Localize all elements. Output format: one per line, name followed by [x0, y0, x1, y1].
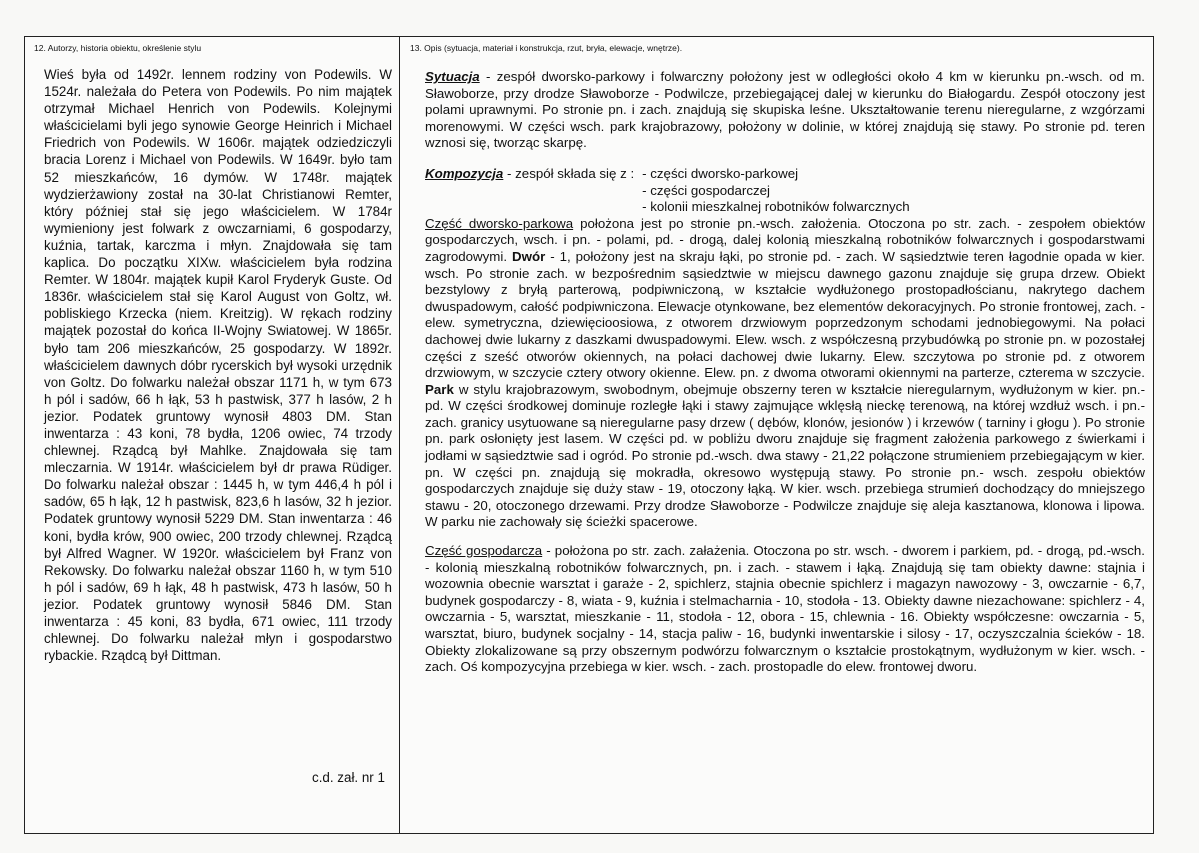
section-13-header: 13. Opis (sytuacja, materiał i konstrukcja, rzut, bryła, elewacje, wnętrze). — [410, 43, 683, 53]
kompozycja-label: Kompozycja — [425, 165, 504, 181]
history-column — [44, 66, 392, 664]
dworsko-text-2: - 1, położony jest na skraju łąki, po stronie pd. - zach. W sąsiedztwie teren łagodnie opada w kier. wsch. Po stronie zach. w bezpośrednim sąsiedztwie w miejscu dawnego gazonu znajduje się grupa drzew. Obiekt bezstylowy z bryłą parterową, podpiwniczoną, w kształcie wydłużonego prostopadłościanu, nakrytego dachem dwuspadowym, całość podpiwniczona. Elewacje otynkowane, bez elementów dekoracyjnych. Po stronie frontowej, zach. - elew. symetryczna, dziewięcioosiowa, z otworem drzwiowym poprzedzonym schodami jednobiegowymi. Na połaci dachowej dwie lukarny z daszkami dwuspadowymi. Elew. wsch. z współczesną przybudówką po stronie pn. w pozostałej części z sześć otworów okiennych, na połaci dachowej dwie lukarny. Elew. szczytowa po stronie pd. z otworem drzwiowym, w szczycie cztery otwory okienne. Elew. pn. z dwoma otworami okiennymi na parterze, czterema w szczycie. — [425, 248, 1145, 381]
continued-note: c.d. zał. nr 1 — [312, 770, 385, 785]
sytuacja-paragraph — [425, 69, 1145, 152]
kompozycja-item: - części dworsko-parkowej — [642, 165, 799, 181]
kompozycja-list — [634, 166, 910, 216]
dworsko-paragraph — [425, 216, 1145, 531]
kompozycja-item: - części gospodarczej — [642, 182, 770, 198]
section-12-header: 12. Autorzy, historia obiektu, określenie stylu — [34, 43, 202, 53]
sytuacja-label: Sytuacja — [425, 69, 480, 84]
gospodarcza-paragraph — [425, 543, 1145, 676]
dworsko-text-3: w stylu krajobrazowym, swobodnym, obejmuje obszerny teren w kształcie nieregularnym, wydłużonym w kier. pn.-pd. W części środkowej dominuje rozległe łąki i stawy zajmujące wklęsłą nieckę terenową, na której wzdłuż wsch. i pn.- zach. granicy usytuowane są nieregularne pasy drzew ( dębów, klonów, jesionów ) i krzewów ( tarniny i głogu ). Po stronie pn. park osłonięty jest lasem. W części pd. w pobliżu dworu znajduje się fragment założenia parkowego z świerkami i jodłami w sąsiedztwie sad i ogród. Po stronie pd.-wsch. dwa stawy - 21,22 połączone strumieniem przebiegającym w kier. pn. W części pn. znajdują się mokradła, okresowo występują stawy. Po stronie pn.- wsch. zespołu obiektów gospodarczych znajduje się duży staw - 19, otoczony łąką. W kier. wsch. przebiega strumień dochodzący do mniejszego stawu - 20, otoczonego drzewami. Przy drodze Sławoborze - Podwilcze znajduje się aleja kasztanowa, klonowa i lipowa. W parku nie zachowały się ścieżki spacerowe. — [425, 381, 1145, 530]
description-column — [425, 69, 1145, 676]
dworsko-label: Część dworsko-parkowa — [425, 215, 574, 231]
dwor-label: Dwór — [512, 248, 546, 264]
kompozycja-item: - kolonii mieszkalnej robotników folwarcznych — [642, 199, 910, 215]
park-label: Park — [425, 381, 454, 397]
dworsko-text-1: położona jest po stronie pn.-wsch. założenia. Otoczona po str. zach. - zespołem obiektów gospodarczych, wsch. i pn. - polami, pd. - drogą, dalej kolonią mieszkalną robotników folwarcznych i gospodarstwami zagrodowymi. — [425, 215, 1145, 264]
sytuacja-text: - zespół dworsko-parkowy i folwarczny położony jest w odległości około 4 km w kierunku pn.-wsch. od m. Sławoborze, przy drodze Sławoborze - Podwilcze, przebiegającej dalej w kierunku do Białogardu. Zespół otoczony jest polami uprawnymi. Po stronie pn. i zach. znajdują się skupiska leśne. Ukształtowanie terenu nieregularne, z wzgórzami morenowymi. W części wsch. park krajobrazowy, położony w dolinie, w której znajdują się stawy. Po stronie pd. teren wznosi się, tworząc skarpę. — [425, 69, 1145, 151]
kompozycja-block — [425, 166, 1145, 216]
column-divider — [399, 36, 400, 833]
gospodarcza-text: - położona po str. zach. załażenia. Otoczona po str. wsch. - dworem i parkiem, pd. - drogą, pd.-wsch. - kolonią mieszkalną robotników folwarcznych, pn. i zach. - stawem i łąką. Znajdują się tam obiekty dawne: stajnia i wozownia obecnie warsztat i garaże - 2, spichlerz, stajnia obecnie spichlerz i magazyn nawozowy - 3, owczarnie - 6,7, budynek gospodarczy - 8, wiata - 9, kuźnia i stelmacharnia - 10, stodoła - 13. Obiekty dawne niezachowane: spichlerz - 4, owczarnia - 5, warsztat, mieszkanie - 11, stodoła - 12, obora - 15, chlewnia - 16. Obiekty współczesne: owczarnia - 5, warsztat, biuro, budynek socjalny - 14, stacja paliw - 16, budynki inwentarskie i silosy - 17, oczyszczalnia ścieków - 18. Obiekty zlokalizowane są przy obszernym podwórzu folwarcznym o kształcie prostokątnym, wydłużonym w kier. wsch. - zach. Oś kompozycyjna przebiega w kier. wsch. - zach. prostopadle do elew. frontowej dworu. — [425, 543, 1146, 675]
gospodarcza-label: Część gospodarcza — [425, 543, 543, 559]
kompozycja-lead: - zespół składa się z : — [503, 165, 635, 181]
history-text: Wieś była od 1492r. lennem rodziny von Podewils. W 1524r. należała do Petera von Podewils. Po nim majątek otrzymał Michael Henrich von Podewils. Kolejnymi właścicielami byli jego synowie George Heinrich i Michael Friedrich von Podewils. W 1606r. majątek odziedziczyli bracia Lorenz i Michael von Podewils. W 1649r. było tam 52 mieszkańców, 16 dymów. W 1748r. majątek wydzierżawiony został na 30-lat Christianowi Remter, który później stał się jego właścicielem. W 1784r wymieniony jest folwark z owczarniami, 6 gospodarzy, kuźnia, tartak, karczma i młyn. Znajdowała się tam kaplica. Do początku XIXw. właścicielem była rodzina Remter. W 1804r. majątek kupił Karol Fryderyk Guste. Od 1836r. właścicielem stał się Karol August von Goltz, wł. pobliskiego Krzecka (niem. Kreitzig). W rękach rodziny majątek pozostał do końca II-Wojny Swiatowej. W 1865r. było tam 206 mieszkańców, 25 gospodarzy. W 1892r. właścicielem dawnych dóbr rycerskich był wysoki urzędnik von Goltz. Do folwarku należał obszar 1171 h, w tym 673 h pól i sadów, 66 h łąk, 53 h pastwisk, 377 h lasów, 2 h jezior. Podatek gruntowy wynosił 4803 DM. Stan inwentarza : 43 koni, 78 bydła, 1206 owiec, 74 trzody chlewnej. Rządcą był Mahlke. Znajdowała się tam mleczarnia. W 1914r. właścicielem był dr prawa Rüdiger. Do folwarku należał obszar : 1445 h, w tym 446,4 h pól i sadów, 65 h łąk, 12 h pastwisk, 823,6 h lasów, 32 h jezior. Podatek gruntowy wynosił 5229 DM. Stan inwentarza : 46 koni, bydła krów, 900 owiec, 200 trzody chlewnej. Rządcą był Alfred Wagner. W 1920r. właścicielem był Franz von Rekowsky. Do folwarku należał obszar 1160 h, w tym 510 h pól i sadów, 69 h łąk, 48 h pastwisk, 473 h lasów, 50 h jezior. Podatek gruntowy wynosił 5846 DM. Stan inwentarza : 45 koni, 83 bydła, 671 owiec, 111 trzody chlewnej. Do folwarku należał młyn i gospodarstwo rybackie. Rządcą był Dittman. — [44, 67, 392, 664]
